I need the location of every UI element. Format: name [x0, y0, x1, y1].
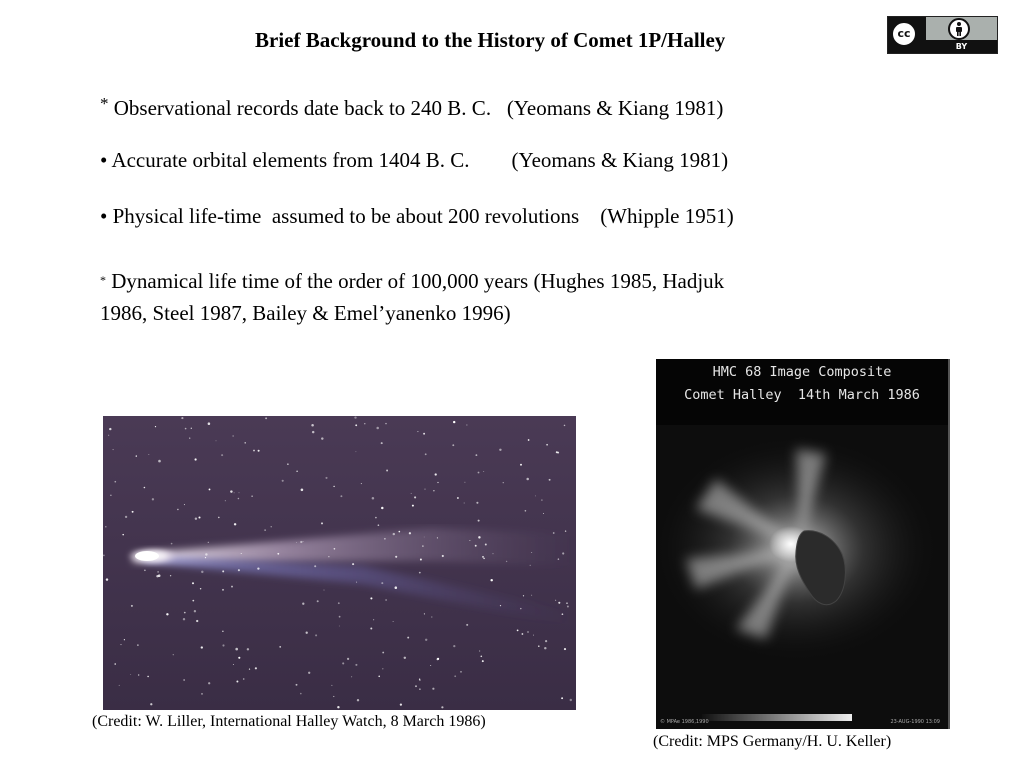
star-dot — [333, 486, 334, 487]
star-dot — [333, 696, 334, 697]
star-dot — [337, 706, 339, 708]
star-dot — [113, 449, 114, 450]
star-dot — [321, 437, 323, 439]
star-dot — [425, 489, 426, 490]
star-dot — [423, 433, 425, 435]
star-dot — [466, 424, 467, 425]
star-dot — [181, 417, 183, 419]
star-dot — [108, 435, 109, 436]
star-dot — [302, 603, 304, 605]
star-dot — [209, 488, 211, 490]
star-dot — [469, 540, 470, 541]
star-dot — [522, 633, 524, 635]
star-dot — [120, 644, 121, 645]
star-dot — [364, 423, 365, 424]
star-dot — [173, 654, 174, 655]
star-dot — [150, 703, 152, 705]
star-dot — [239, 492, 240, 493]
attribution-person-icon — [948, 18, 970, 40]
star-dot — [475, 545, 477, 547]
star-dot — [103, 555, 105, 557]
star-dot — [411, 493, 412, 494]
star-dot — [384, 538, 386, 540]
star-dot — [138, 674, 139, 675]
star-dot — [424, 613, 425, 614]
star-dot — [300, 541, 302, 543]
star-dot — [464, 482, 465, 483]
star-dot — [407, 637, 409, 639]
star-dot — [177, 509, 178, 510]
star-dot — [255, 667, 257, 669]
star-dot — [382, 668, 383, 669]
star-dot — [378, 524, 380, 526]
star-dot — [218, 517, 220, 519]
star-dot — [106, 578, 108, 580]
star-dot — [531, 552, 532, 553]
star-dot — [312, 431, 314, 433]
star-dot — [381, 442, 383, 444]
star-dot — [480, 655, 482, 657]
star-dot — [432, 688, 434, 690]
star-dot — [452, 444, 454, 446]
bullet-dynamical-lifetime — [100, 264, 900, 329]
star-dot — [201, 646, 203, 648]
star-dot — [185, 428, 187, 430]
star-dot — [435, 473, 437, 475]
star-dot — [334, 548, 336, 550]
star-dot — [482, 660, 484, 662]
by-label: BY — [955, 42, 968, 51]
star-dot — [264, 529, 265, 530]
star-dot — [558, 602, 560, 604]
star-dot — [419, 572, 421, 574]
star-dot — [530, 565, 531, 566]
star-dot — [431, 616, 432, 617]
star-dot — [478, 472, 480, 474]
star-dot — [543, 513, 544, 514]
star-dot — [400, 703, 402, 705]
star-dot — [125, 516, 127, 518]
star-dot — [339, 616, 341, 618]
star-dot — [221, 454, 223, 456]
star-dot — [415, 685, 417, 687]
star-dot — [157, 571, 159, 573]
star-dot — [325, 477, 327, 479]
star-dot — [433, 490, 434, 491]
star-dot — [271, 526, 272, 527]
comet-tail-photo-graphic — [103, 416, 576, 710]
star-dot — [216, 440, 217, 441]
star-dot — [457, 497, 459, 499]
composite-header-line1: HMC 68 Image Composite — [712, 364, 892, 380]
star-dot — [561, 697, 563, 699]
star-dot — [287, 463, 289, 465]
star-dot — [528, 439, 530, 441]
star-dot — [395, 586, 398, 589]
star-dot — [155, 553, 157, 555]
star-dot — [124, 639, 125, 640]
star-dot — [419, 688, 421, 690]
star-dot — [265, 417, 267, 419]
star-dot — [166, 613, 168, 615]
star-dot — [555, 600, 556, 601]
star-dot — [301, 489, 304, 492]
star-dot — [110, 495, 111, 496]
bullet-text-line1: Dynamical life time of the order of 100,000 years (Hughes 1985, Hadjuk — [106, 269, 725, 293]
bullet-marker: * — [100, 94, 109, 113]
star-dot — [422, 545, 423, 546]
star-dot — [466, 624, 468, 626]
star-dot — [171, 543, 173, 545]
star-dot — [517, 630, 519, 632]
star-dot — [482, 556, 484, 558]
star-dot — [370, 597, 372, 599]
star-dot — [225, 500, 226, 501]
star-dot — [296, 684, 298, 686]
star-dot — [300, 693, 302, 695]
star-dot — [351, 676, 352, 677]
star-dot — [244, 442, 245, 443]
star-dot — [296, 542, 297, 543]
star-dot — [282, 480, 284, 482]
star-dot — [490, 579, 492, 581]
star-dot — [355, 424, 357, 426]
star-dot — [478, 520, 480, 522]
star-dot — [222, 631, 223, 632]
star-dot — [114, 663, 116, 665]
star-dot — [483, 558, 485, 560]
star-dot — [144, 487, 146, 489]
star-dot — [404, 657, 406, 659]
star-dot — [395, 556, 397, 558]
star-dot — [238, 657, 240, 659]
star-dot — [195, 517, 197, 519]
star-dot — [549, 479, 551, 481]
star-dot — [464, 502, 465, 503]
star-dot — [531, 595, 532, 596]
star-dot — [338, 602, 340, 604]
star-dot — [331, 685, 332, 686]
star-dot — [208, 422, 211, 425]
star-dot — [109, 428, 111, 430]
slide-title: Brief Background to the History of Comet 1P/Halley — [255, 28, 726, 52]
star-dot — [191, 428, 192, 429]
bullet-text: Physical life-time assumed to be about 200 revolutions (Whipple 1951) — [107, 204, 734, 228]
star-dot — [183, 618, 185, 620]
star-dot — [148, 454, 149, 455]
star-dot — [419, 679, 420, 680]
star-dot — [525, 510, 527, 512]
star-dot — [533, 635, 534, 636]
star-dot — [247, 648, 249, 650]
bullet-marker: • — [100, 148, 108, 172]
star-dot — [485, 544, 487, 546]
star-dot — [544, 647, 546, 649]
left-image-caption: (Credit: W. Liller, International Halley Watch, 8 March 1986) — [92, 713, 486, 730]
star-dot — [130, 674, 131, 675]
star-dot — [460, 671, 461, 672]
star-dot — [355, 664, 357, 666]
star-dot — [437, 537, 438, 538]
star-dot — [386, 470, 388, 472]
star-dot — [122, 534, 124, 536]
star-dot — [249, 668, 250, 669]
star-dot — [192, 582, 194, 584]
star-dot — [417, 431, 418, 432]
star-dot — [356, 582, 357, 583]
star-dot — [279, 646, 281, 648]
star-dot — [430, 665, 431, 666]
star-dot — [114, 481, 116, 483]
star-dot — [424, 537, 425, 538]
star-dot — [520, 464, 522, 466]
star-dot — [381, 582, 383, 584]
star-dot — [385, 423, 386, 424]
star-dot — [381, 507, 383, 509]
star-dot — [475, 454, 477, 456]
star-dot — [258, 450, 260, 452]
bullet-marker: * — [100, 273, 106, 287]
star-dot — [156, 575, 158, 577]
star-dot — [230, 490, 232, 492]
comet-tail-photo — [103, 416, 576, 710]
star-dot — [184, 504, 185, 505]
star-dot — [478, 536, 480, 538]
star-dot — [361, 483, 362, 484]
star-dot — [393, 533, 395, 535]
star-dot — [420, 559, 422, 561]
star-dot — [328, 556, 329, 557]
star-dot — [567, 606, 569, 608]
star-dot — [233, 435, 234, 436]
star-dot — [105, 526, 107, 528]
star-dot — [314, 565, 316, 567]
star-dot — [566, 602, 568, 604]
star-dot — [317, 600, 319, 602]
star-dot — [483, 471, 484, 472]
star-dot — [562, 613, 564, 615]
star-dot — [546, 444, 548, 446]
star-dot — [476, 502, 478, 504]
star-dot — [454, 675, 456, 677]
star-dot — [137, 644, 139, 646]
star-dot — [243, 678, 245, 680]
star-dot — [201, 571, 203, 573]
star-dot — [253, 450, 255, 452]
right-image-caption: (Credit: MPS Germany/H. U. Keller) — [653, 733, 892, 750]
star-dot — [541, 499, 542, 500]
bullet-text: Accurate orbital elements from 1404 B. C. (Yeomans & Kiang 1981) — [107, 148, 729, 172]
star-dot — [538, 645, 539, 646]
star-dot — [132, 511, 134, 513]
star-dot — [437, 658, 439, 660]
star-dot — [570, 699, 572, 701]
bullet-text: Observational records date back to 240 B. C. (Yeomans & Kiang 1981) — [108, 96, 724, 120]
star-dot — [385, 599, 387, 601]
star-dot — [425, 453, 427, 455]
star-dot — [564, 648, 566, 650]
star-dot — [441, 706, 443, 708]
star-dot — [144, 570, 146, 572]
star-dot — [234, 523, 236, 525]
star-dot — [375, 517, 377, 519]
star-dot — [412, 505, 414, 507]
star-dot — [503, 482, 504, 483]
composite-copyright-stamp: © MPAe 1986,1990 — [660, 719, 709, 725]
star-dot — [347, 658, 349, 660]
cc-by-license-badge[interactable] — [887, 16, 998, 54]
star-dot — [208, 682, 210, 684]
star-dot — [562, 552, 564, 554]
star-dot — [205, 553, 207, 555]
star-dot — [409, 532, 411, 534]
star-dot — [119, 685, 120, 686]
star-dot — [565, 530, 566, 531]
star-dot — [442, 555, 444, 557]
bullet-observational-records — [100, 88, 723, 124]
star-dot — [189, 437, 190, 438]
star-dot — [357, 699, 359, 701]
star-dot — [277, 553, 279, 555]
star-dot — [147, 676, 148, 677]
star-dot — [453, 421, 455, 423]
star-dot — [196, 620, 198, 622]
star-dot — [194, 610, 196, 612]
star-dot — [382, 652, 384, 654]
star-dot — [222, 570, 224, 572]
star-dot — [355, 451, 356, 452]
bullet-text-line2: 1986, Steel 1987, Bailey & Emel’yanenko 1996) — [100, 301, 511, 325]
star-dot — [339, 626, 340, 627]
star-dot — [296, 471, 298, 473]
star-dot — [257, 567, 259, 569]
star-dot — [183, 679, 184, 680]
bullet-physical-lifetime — [100, 200, 734, 232]
star-dot — [499, 449, 501, 451]
star-dot — [564, 425, 566, 427]
star-dot — [372, 497, 375, 500]
star-dot — [453, 645, 455, 647]
bullet-orbital-elements — [100, 144, 728, 176]
star-dot — [241, 553, 242, 554]
star-dot — [195, 458, 197, 460]
star-dot — [208, 542, 209, 543]
star-dot — [222, 589, 224, 591]
star-dot — [354, 416, 356, 418]
star-dot — [321, 522, 323, 524]
star-dot — [437, 482, 438, 483]
star-dot — [155, 426, 156, 427]
star-dot — [558, 558, 560, 560]
star-dot — [425, 639, 427, 641]
star-dot — [479, 650, 480, 651]
star-dot — [556, 451, 558, 453]
star-dot — [527, 631, 529, 633]
star-dot — [192, 600, 194, 602]
star-dot — [136, 455, 137, 456]
star-dot — [370, 628, 372, 630]
star-dot — [324, 590, 325, 591]
star-dot — [506, 561, 507, 562]
star-dot — [234, 492, 235, 493]
star-dot — [553, 532, 555, 534]
bullet-marker: • — [100, 204, 108, 228]
star-dot — [340, 495, 342, 497]
star-dot — [500, 605, 501, 606]
star-dot — [201, 693, 203, 695]
star-dot — [376, 427, 379, 430]
star-dot — [520, 608, 521, 609]
star-dot — [535, 495, 536, 496]
star-dot — [158, 460, 161, 463]
star-dot — [235, 648, 238, 651]
star-dot — [236, 681, 238, 683]
nucleus-composite-image — [656, 359, 950, 729]
creative-commons-icon: cc — [891, 21, 917, 47]
star-dot — [205, 557, 206, 558]
star-dot — [523, 595, 524, 596]
star-dot — [251, 496, 252, 497]
star-dot — [373, 619, 374, 620]
star-dot — [526, 478, 529, 481]
star-dot — [233, 664, 234, 665]
star-dot — [238, 498, 240, 500]
star-dot — [378, 676, 380, 678]
star-dot — [393, 621, 394, 622]
star-dot — [198, 516, 200, 518]
composite-date-stamp: 23-AUG-1990 13:09 — [890, 719, 940, 725]
star-dot — [170, 575, 171, 576]
star-dot — [414, 496, 416, 498]
star-dot — [545, 640, 547, 642]
star-dot — [352, 563, 354, 565]
star-dot — [308, 672, 310, 674]
star-dot — [231, 586, 233, 588]
star-dot — [200, 588, 201, 589]
star-dot — [342, 662, 344, 664]
star-dot — [131, 605, 133, 607]
star-dot — [311, 424, 314, 427]
star-dot — [238, 569, 240, 571]
star-dot — [222, 644, 224, 646]
star-dot — [303, 541, 304, 542]
star-dot — [315, 634, 317, 636]
star-dot — [306, 632, 308, 634]
star-dot — [152, 498, 154, 500]
star-dot — [399, 531, 401, 533]
star-dot — [493, 553, 494, 554]
star-dot — [184, 612, 186, 614]
composite-header-line2: Comet Halley 14th March 1986 — [684, 387, 920, 403]
